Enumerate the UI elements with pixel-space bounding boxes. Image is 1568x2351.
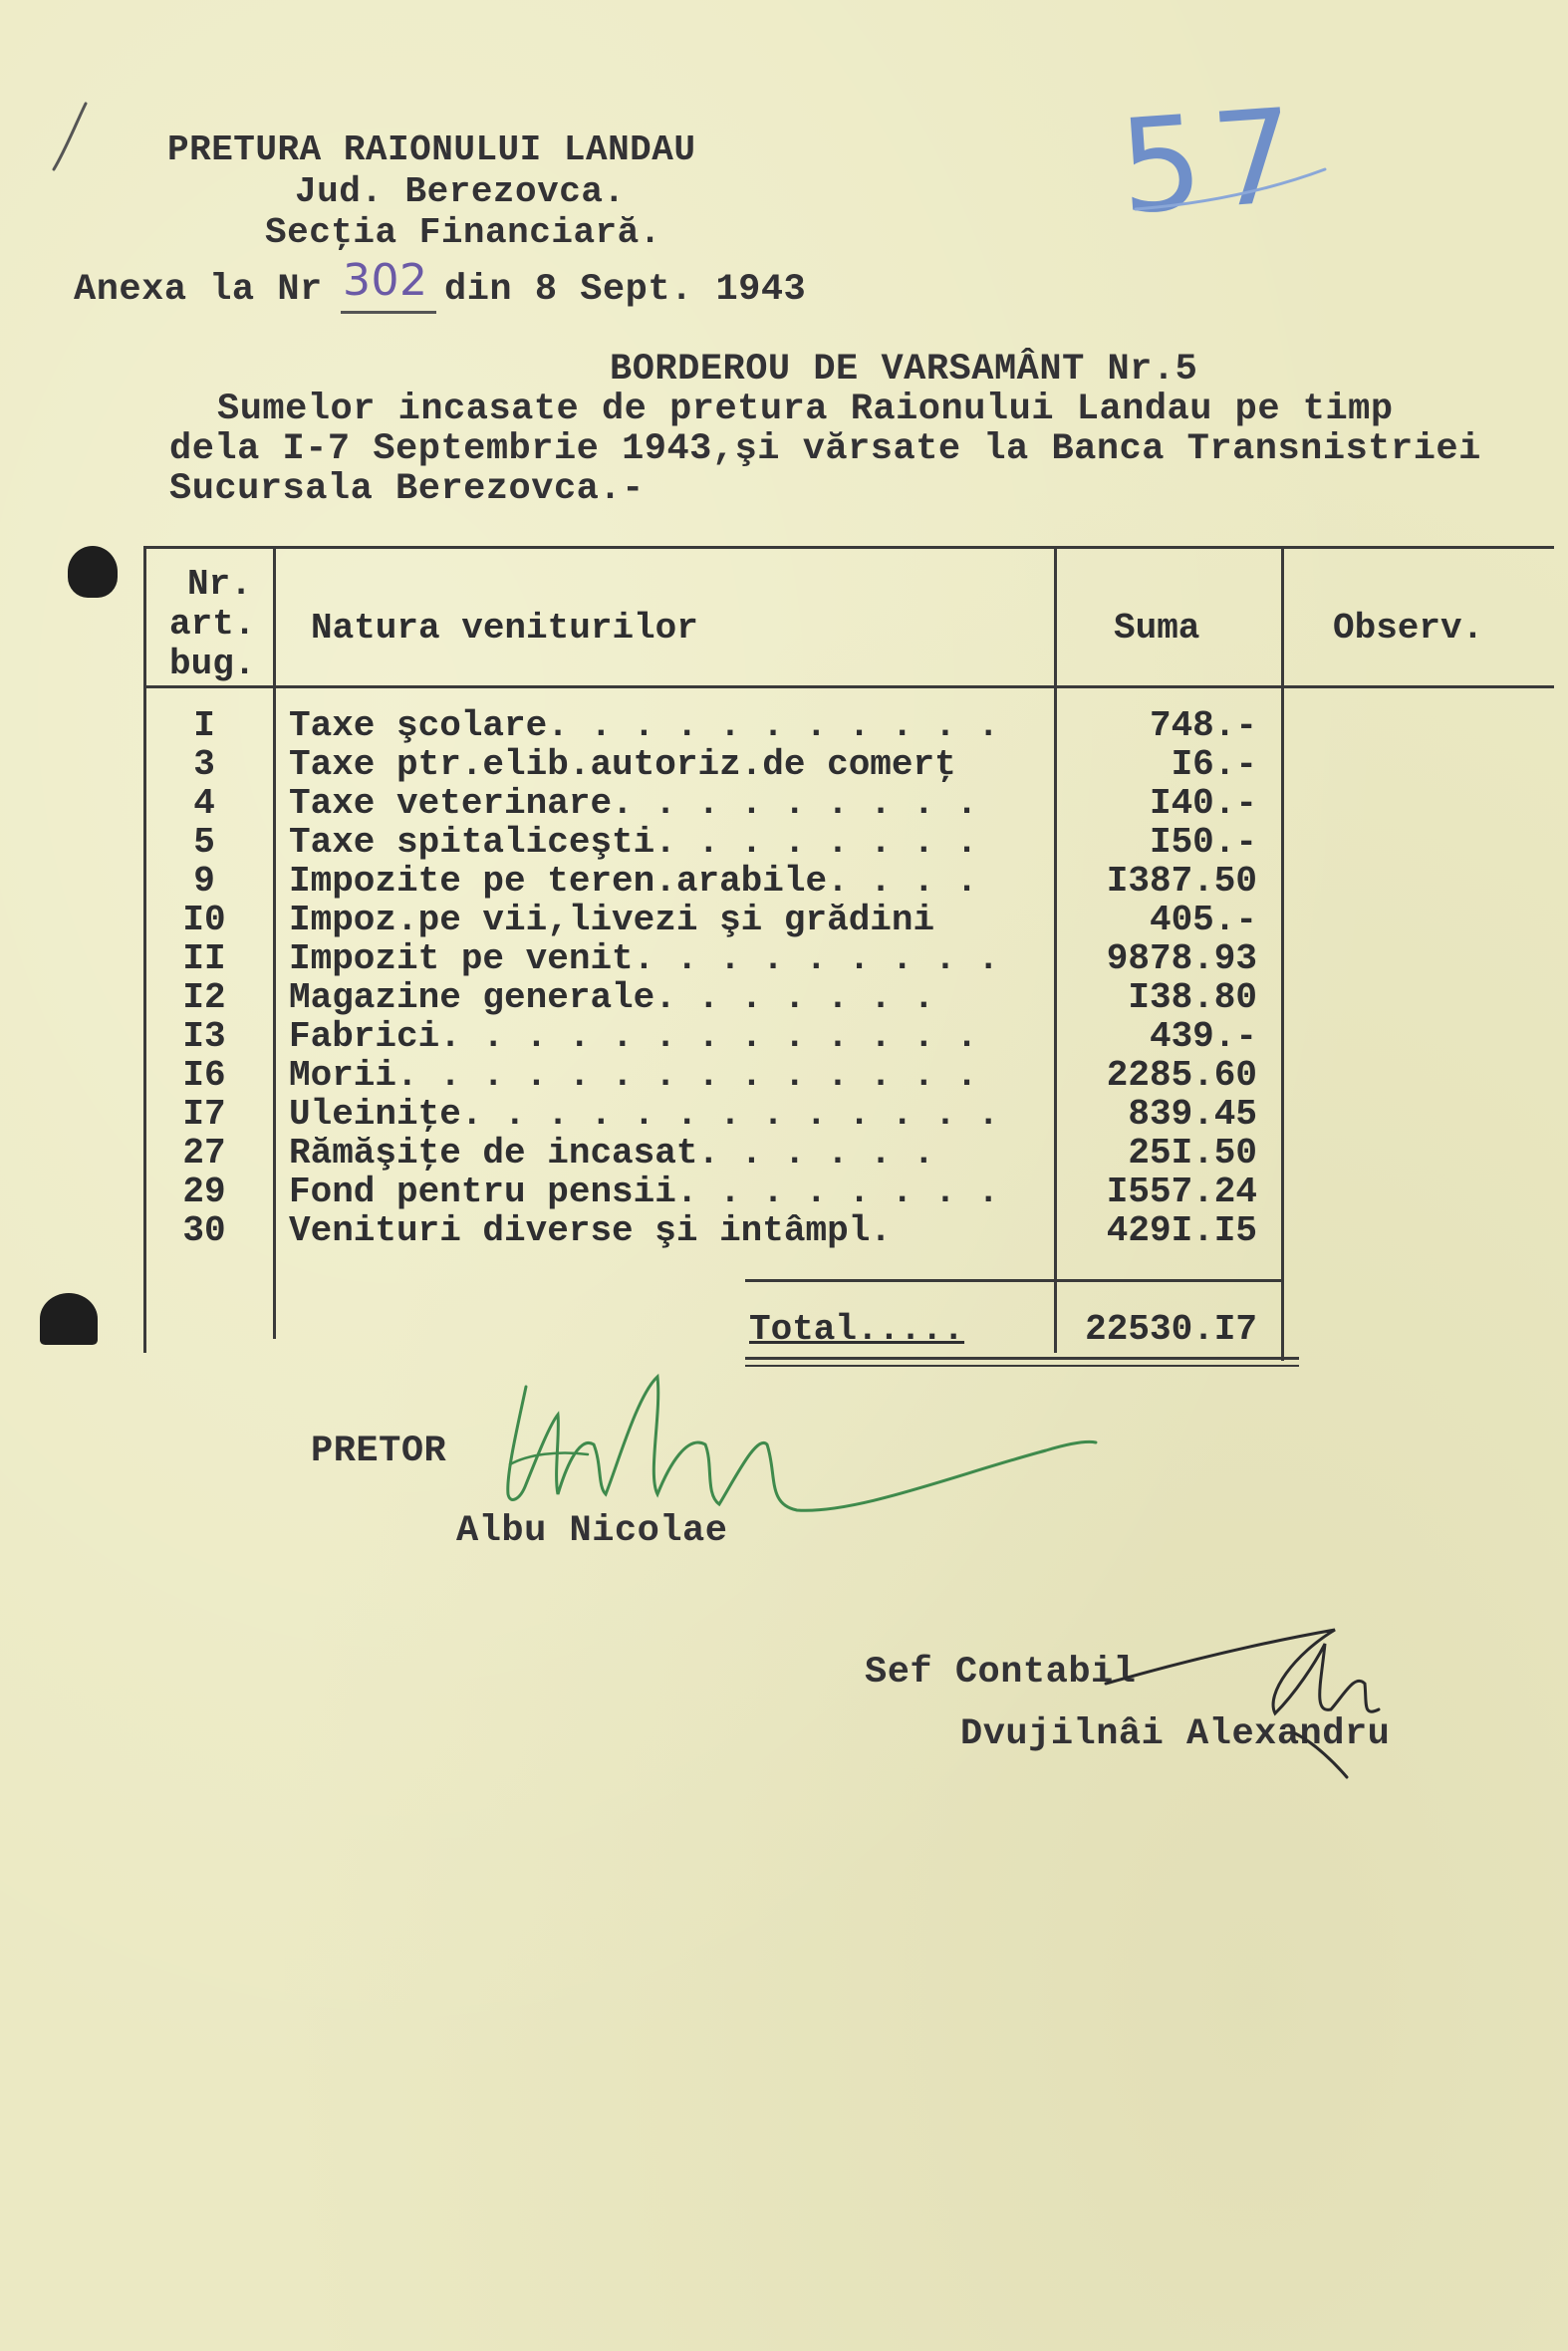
col-header-art-2: art. [169, 604, 256, 645]
row-sum: 405.- [1149, 900, 1257, 940]
annex-prefix: Anexa la Nr [74, 269, 323, 311]
annex-date: din 8 Sept. 1943 [444, 269, 807, 311]
pretor-signature-stroke [510, 1452, 588, 1464]
row-art: I0 [182, 900, 226, 940]
row-sum: 439.- [1149, 1016, 1257, 1057]
total-value: 22530.I7 [1085, 1309, 1257, 1350]
county-name: Jud. Berezovca. [295, 171, 626, 212]
row-nature: Morii. . . . . . . . . . . . . . [289, 1055, 978, 1096]
row-sum: I50.- [1149, 822, 1257, 863]
row-art: I2 [182, 977, 226, 1018]
row-art: 9 [193, 861, 215, 902]
row-sum: I6.- [1171, 744, 1257, 785]
row-sum: I387.50 [1106, 861, 1257, 902]
row-art: 3 [193, 744, 215, 785]
row-sum: 2285.60 [1106, 1055, 1257, 1096]
pretor-signature [508, 1377, 1096, 1510]
row-art: I [193, 705, 215, 746]
row-nature: Impozit pe venit. . . . . . . . . [289, 938, 999, 979]
row-nature: Taxe veterinare. . . . . . . . . [289, 783, 978, 824]
row-art: 27 [182, 1133, 226, 1174]
folio-number: 57 [1114, 79, 1310, 244]
row-art: I6 [182, 1055, 226, 1096]
chief-accountant-title: Sef Contabil [865, 1652, 1137, 1694]
row-nature: Uleiniţe. . . . . . . . . . . . . [289, 1094, 999, 1135]
row-sum: 839.45 [1128, 1094, 1257, 1135]
row-art: 4 [193, 783, 215, 824]
row-sum: I40.- [1149, 783, 1257, 824]
document-heading: BORDEROU DE VARSAMÂNT Nr.5 [610, 349, 1198, 391]
row-sum: 429I.I5 [1106, 1210, 1257, 1251]
row-art: I3 [182, 1016, 226, 1057]
row-art: 29 [182, 1172, 226, 1212]
row-art: 30 [182, 1210, 226, 1251]
row-art: II [182, 938, 226, 979]
row-nature: Taxe spitaliceşti. . . . . . . . [289, 822, 978, 863]
row-sum: 25I.50 [1128, 1133, 1257, 1174]
chief-accountant-name: Dvujilnâi Alexandru [960, 1713, 1391, 1755]
pretor-name: Albu Nicolae [456, 1510, 728, 1552]
title-line-3: Sucursala Berezovca.- [169, 468, 645, 510]
row-sum: I557.24 [1106, 1172, 1257, 1212]
folio-stroke [1136, 169, 1325, 209]
row-nature: Rămăşiţe de incasat. . . . . . [289, 1133, 935, 1174]
row-nature: Magazine generale. . . . . . . [289, 977, 935, 1018]
row-nature: Venituri diverse şi intâmpl. [289, 1210, 892, 1251]
title-line-1: Sumelor incasate de pretura Raionului Landau pe timp [217, 389, 1394, 430]
row-nature: Impoz.pe vii,livezi şi grădini [289, 900, 935, 940]
row-nature: Taxe şcolare. . . . . . . . . . . [289, 705, 999, 746]
annex-number: 302 [343, 255, 428, 306]
pretor-title: PRETOR [311, 1431, 447, 1472]
col-header-art-3: bug. [169, 644, 256, 684]
row-sum: 9878.93 [1106, 938, 1257, 979]
row-nature: Taxe ptr.elib.autoriz.de comerţ [289, 744, 956, 785]
col-header-obs: Observ. [1333, 608, 1484, 649]
row-sum: I38.80 [1128, 977, 1257, 1018]
title-line-2: dela I-7 Septembrie 1943,şi vărsate la Banca Transnistriei [169, 428, 1481, 470]
row-art: I7 [182, 1094, 226, 1135]
col-header-art-1: Nr. [187, 564, 252, 605]
margin-pencil-mark [54, 104, 86, 169]
row-nature: Fabrici. . . . . . . . . . . . . [289, 1016, 978, 1057]
col-header-sum: Suma [1114, 608, 1200, 649]
row-nature: Impozite pe teren.arabile. . . . [289, 861, 978, 902]
row-sum: 748.- [1149, 705, 1257, 746]
col-header-nature: Natura veniturilor [311, 608, 698, 649]
total-label: Total..... [749, 1309, 965, 1350]
section-name: Secţia Financiară. [265, 212, 661, 253]
row-nature: Fond pentru pensii. . . . . . . . [289, 1172, 999, 1212]
chief-accountant-signature [1106, 1630, 1379, 1777]
office-name: PRETURA RAIONULUI LANDAU [167, 130, 696, 170]
row-art: 5 [193, 822, 215, 863]
